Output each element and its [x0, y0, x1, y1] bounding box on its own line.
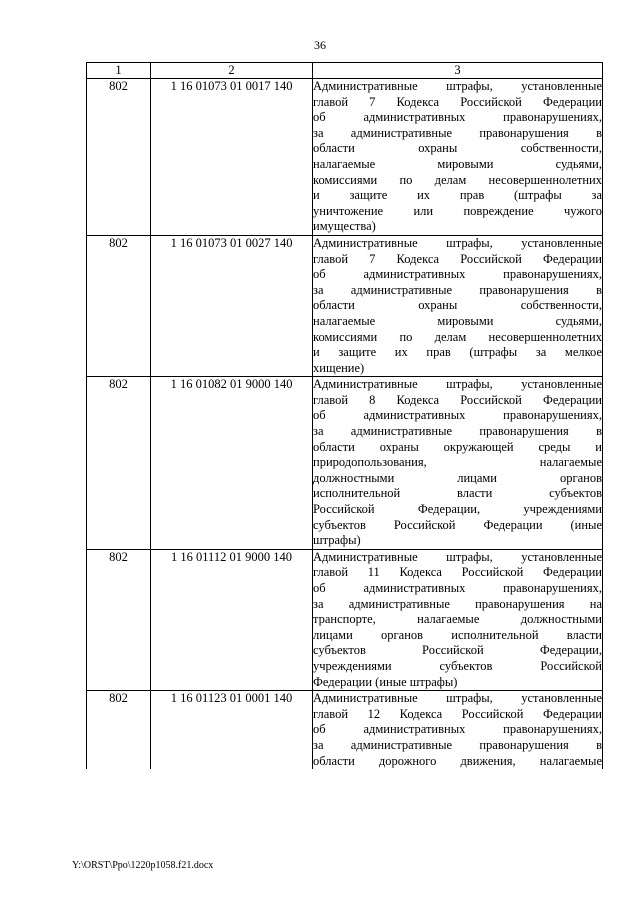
description-line: главой 7 Кодекса Российской Федерации — [313, 251, 602, 266]
income-description-cell — [313, 377, 603, 550]
table-header-row — [87, 63, 603, 79]
description-line: природопользования, налагаемые — [313, 455, 602, 470]
table-body — [87, 79, 603, 770]
description-line: хищение) — [313, 360, 365, 375]
description-line: налагаемые мировыми судьями, — [313, 313, 602, 328]
description-line: должностными лицами органов — [313, 470, 602, 485]
description-line: об административных правонарушениях, — [313, 110, 602, 125]
table-row — [87, 235, 603, 376]
description-line: имущества) — [313, 219, 376, 234]
description-line: комиссиями по делам несовершеннолетних — [313, 172, 602, 187]
document-path-footer: Y:\ORST\Ppo\1220p1058.f21.docx — [72, 860, 214, 871]
description-line: налагаемые мировыми судьями, — [313, 156, 602, 171]
description-line: Административные штрафы, установленные — [313, 691, 602, 706]
description-line: субъектов Российской Федерации (иные — [313, 517, 602, 532]
income-description-cell — [313, 549, 603, 690]
budget-classification-code-cell: 1 16 01073 01 0027 140 — [151, 235, 313, 376]
description-line: главой 11 Кодекса Российской Федерации — [313, 565, 602, 580]
description-line: лицами органов исполнительной власти — [313, 627, 602, 642]
table-row — [87, 79, 603, 236]
description-line: и защите их прав (штрафы за мелкое — [313, 345, 602, 360]
description-line: главой 8 Кодекса Российской Федерации — [313, 392, 602, 407]
description-line: за административные правонарушения в — [313, 125, 602, 140]
admin-code-cell: 802 — [87, 377, 151, 550]
description-line: об административных правонарушениях, — [313, 267, 602, 282]
income-description-cell — [313, 79, 603, 236]
description-line: Административные штрафы, установленные — [313, 377, 602, 392]
table-row — [87, 549, 603, 690]
description-line: комиссиями по делам несовершеннолетних — [313, 329, 602, 344]
budget-codes-table — [86, 62, 603, 769]
column-header-1: 1 — [87, 63, 151, 79]
description-line: за административные правонарушения в — [313, 424, 602, 439]
description-line: области охраны собственности, — [313, 141, 602, 156]
income-description-cell — [313, 691, 603, 769]
column-header-3: 3 — [313, 63, 603, 79]
description-line: за административные правонарушения на — [313, 596, 602, 611]
income-description-cell — [313, 235, 603, 376]
budget-classification-code-cell: 1 16 01082 01 9000 140 — [151, 377, 313, 550]
description-line: об административных правонарушениях, — [313, 408, 602, 423]
description-line: Российской Федерации, учреждениями — [313, 502, 602, 517]
budget-classification-code-cell: 1 16 01123 01 0001 140 — [151, 691, 313, 769]
admin-code-cell: 802 — [87, 549, 151, 690]
budget-classification-code-cell: 1 16 01112 01 9000 140 — [151, 549, 313, 690]
description-line: Административные штрафы, установленные — [313, 549, 602, 564]
description-line: и защите их прав (штрафы за — [313, 188, 602, 203]
description-line: Федерации (иные штрафы) — [313, 674, 458, 689]
description-line: Административные штрафы, установленные — [313, 235, 602, 250]
description-line: за административные правонарушения в — [313, 737, 602, 752]
description-line: учреждениями субъектов Российской — [313, 658, 602, 673]
description-line: главой 12 Кодекса Российской Федерации — [313, 706, 602, 721]
budget-classification-code-cell: 1 16 01073 01 0017 140 — [151, 79, 313, 236]
admin-code-cell: 802 — [87, 235, 151, 376]
page-number: 36 — [314, 38, 326, 52]
description-line: исполнительной власти субъектов — [313, 486, 602, 501]
table-row — [87, 377, 603, 550]
description-line: субъектов Российской Федерации, — [313, 643, 602, 658]
admin-code-cell: 802 — [87, 691, 151, 769]
description-line: области охраны собственности, — [313, 298, 602, 313]
column-header-2: 2 — [151, 63, 313, 79]
admin-code-cell: 802 — [87, 79, 151, 236]
description-line: области дорожного движения, налагаемые — [313, 753, 602, 768]
description-line: за административные правонарушения в — [313, 282, 602, 297]
description-line: об административных правонарушениях, — [313, 722, 602, 737]
description-line: уничтожение или повреждение чужого — [313, 203, 602, 218]
description-line: Административные штрафы, установленные — [313, 79, 602, 93]
table-row — [87, 691, 603, 769]
description-line: главой 7 Кодекса Российской Федерации — [313, 94, 602, 109]
description-line: об административных правонарушениях, — [313, 581, 602, 595]
description-line: штрафы) — [313, 533, 361, 548]
description-line: области охраны окружающей среды и — [313, 439, 602, 454]
description-line: транспорте, налагаемые должностными — [313, 612, 602, 627]
